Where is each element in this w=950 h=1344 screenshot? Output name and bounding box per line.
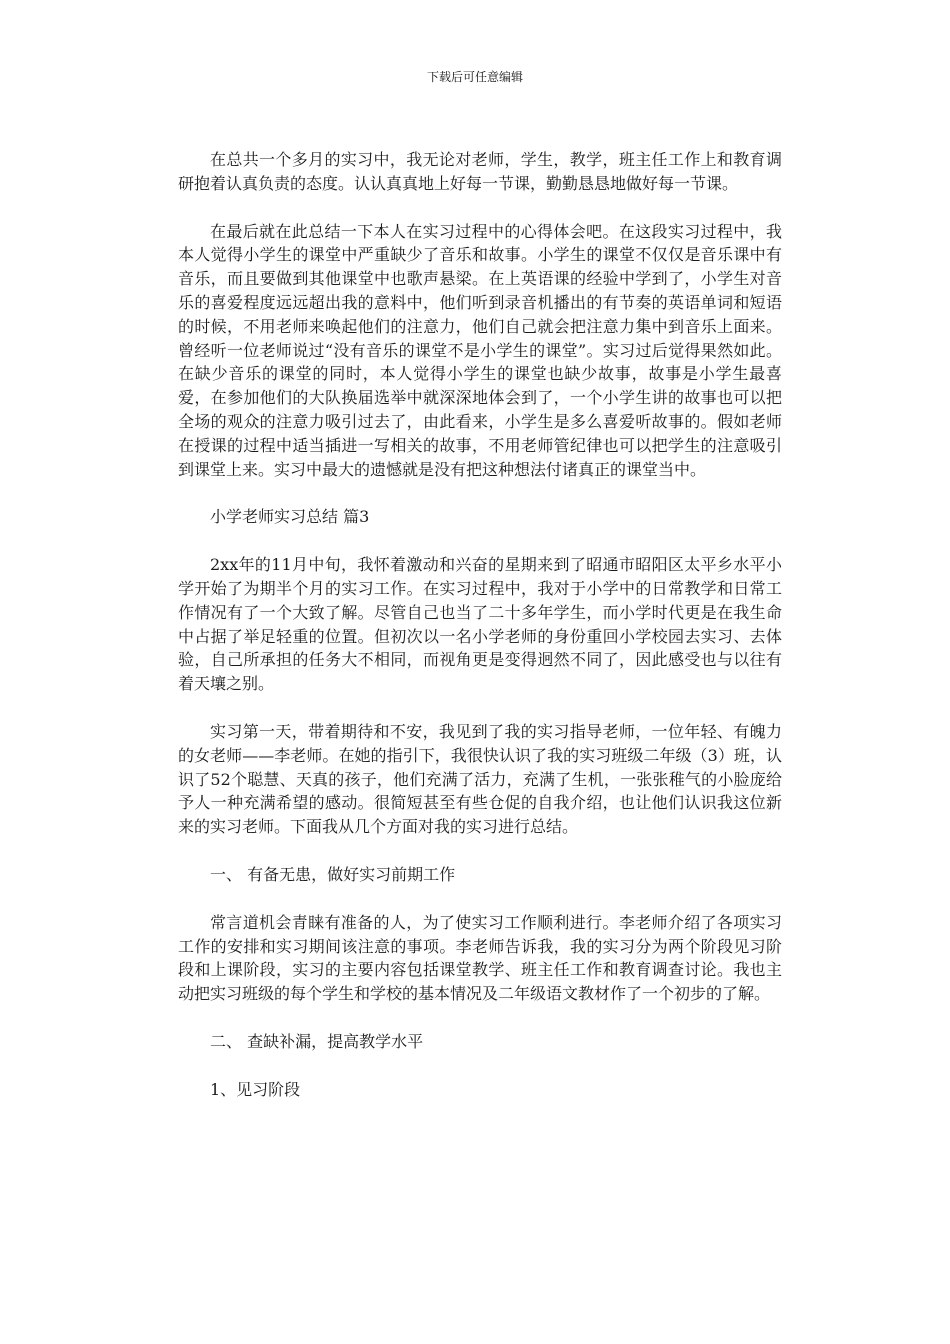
paragraph-preparation: 常言道机会青睐有准备的人，为了使实习工作顺利进行。李老师介绍了各项实习工作的安排和实习期间该注意的事项。李老师告诉我，我的实习分为两个阶段见习阶段和上课阶段，实习的主要内容包括课堂教学、班主任工作和教育调查讨论。我也主动把实习班级的每个学生和学校的基本情况及二年级语文教材作了一个初步的了解。 — [178, 912, 782, 1004]
paragraph-first-day: 实习第一天，带着期待和不安，我见到了我的实习指导老师，一位年轻、有魄力的女老师——李老师。在她的指引下，我很快认识了我的实习班级二年级（3）班，认识了52个聪慧、天真的孩子，他们充满了活力，充满了生机，一张张稚气的小脸庞给予人一种充满希望的感动。很简短甚至有些仓促的自我介绍，也让他们认识我这位新来的实习老师。下面我从几个方面对我的实习进行总结。 — [178, 721, 782, 837]
section-title-part-3: 小学老师实习总结 篇3 — [210, 507, 370, 527]
page-header: 下载后可任意编辑 — [426, 70, 523, 84]
paragraph-summary-attitude: 在总共一个多月的实习中，我无论对老师，学生，教学，班主任工作上和教育调研抱着认真负责的态度。认认真真地上好每一节课，勤勤恳恳地做好每一节课。 — [178, 150, 782, 193]
section-heading-preparation: 一、 有备无患，做好实习前期工作 — [210, 864, 456, 884]
subsection-heading-observation: 1、见习阶段 — [210, 1079, 301, 1099]
paragraph-internship-start: 2xx年的11月中旬，我怀着激动和兴奋的星期来到了昭通市昭阳区太平乡水平小学开始了为期半个月的实习工作。在实习过程中，我对于小学中的日常教学和日常工作情况有了一个大致了解。尽管自己也当了二十多年学生，而小学时代更是在我生命中占据了举足轻重的位置。但初次以一名小学老师的身份重回小学校园去实习、去体验，自己所承担的任务大不相同，而视角更是变得迥然不同了，因此感受也与以往有着天壤之别。 — [178, 555, 782, 694]
paragraph-music-and-stories: 在最后就在此总结一下本人在实习过程中的心得体会吧。在这段实习过程中，我本人觉得小学生的课堂中严重缺少了音乐和故事。小学生的课堂不仅仅是音乐课中有音乐，而且要做到其他课堂中也歌声悬梁。在上英语课的经验中学到了，小学生对音乐的喜爱程度远远超出我的意料中，他们听到录音机播出的有节奏的英语单词和短语的时候，不用老师来唤起他们的注意力，他们自己就会把注意力集中到音乐上面来。曾经听一位老师说过“没有音乐的课堂不是小学生的课堂”。实习过后觉得果然如此。在缺少音乐的课堂的同时，本人觉得小学生的课堂也缺少故事，故事是小学生最喜爱，在参加他们的大队换届选举中就深深地体会到了，一个小学生讲的故事也可以把全场的观众的注意力吸引过去了，由此看来，小学生是多么喜爱听故事的。假如老师在授课的过程中适当插进一写相关的故事，不用老师管纪律也可以把学生的注意吸引到课堂上来。实习中最大的遗憾就是没有把这种想法付诸真正的课堂当中。 — [178, 221, 782, 479]
document-body — [178, 148, 782, 1126]
section-heading-teaching: 二、 查缺补漏，提高教学水平 — [210, 1031, 424, 1051]
